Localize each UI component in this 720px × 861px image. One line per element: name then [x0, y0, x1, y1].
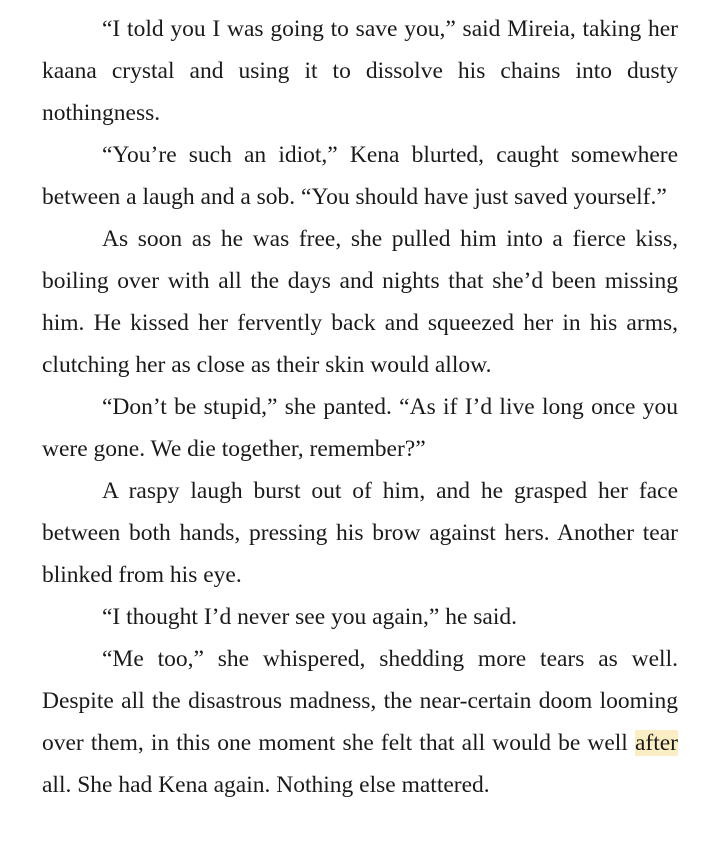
paragraph-4: “Don’t be stupid,” she panted. “As if I’d live long once you were gone. We die together, remember?”: [42, 394, 678, 462]
paragraph-1: “I told you I was going to save you,” said Mireia, taking her kaana crystal and using it to dissolve his chains into dusty nothingness.: [42, 16, 678, 126]
paragraph-3: As soon as he was free, she pulled him into a fierce kiss, boiling over with all the days and nights that she’d been missing him. He kissed her fervently back and squeezed her in his arms, clutching her as close as their skin would allow.: [42, 226, 678, 378]
paragraph-6: “I thought I’d never see you again,” he said.: [102, 604, 518, 630]
paragraph-7-end: all. She had Kena again. Nothing else mattered.: [42, 772, 490, 798]
book-page: [42, 8, 678, 806]
paragraph-7: [42, 638, 678, 806]
paragraph-7-start: “Me too,” she whispered, shedding more tears as well. Despite all the disastrous madness, the near-certain doom looming over them, in this one moment she felt that all would be well: [42, 646, 678, 756]
paragraph-5: A raspy laugh burst out of him, and he grasped her face between both hands, pressing his brow against hers. Another tear blinked from his eye.: [42, 478, 678, 588]
paragraph-2: “You’re such an idiot,” Kena blurted, caught somewhere between a laugh and a sob. “You should have just saved yourself.”: [42, 142, 678, 210]
highlighted-word[interactable]: after: [634, 730, 678, 756]
